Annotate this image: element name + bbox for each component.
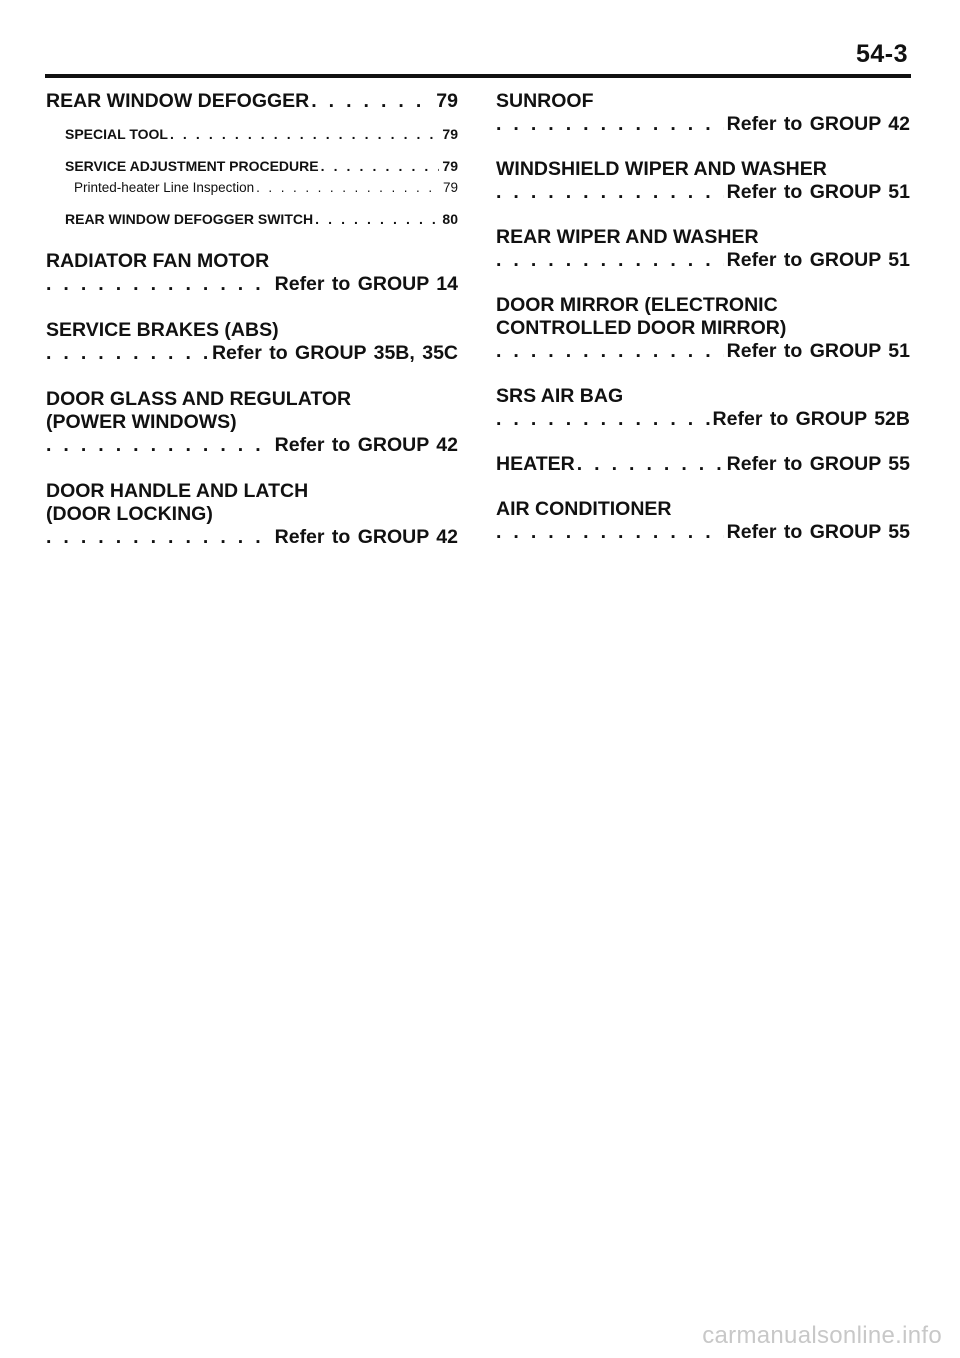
toc-line[interactable] <box>496 249 910 272</box>
page-ref: 79 <box>442 180 458 195</box>
toc-entry-srs-air-bag <box>496 385 910 431</box>
toc-line[interactable] <box>496 340 910 363</box>
dot-leader <box>315 210 439 228</box>
right-column <box>496 90 910 544</box>
dot-leader <box>496 249 724 272</box>
dot-leader <box>496 340 724 363</box>
dot-leader <box>46 434 272 457</box>
dot-leader <box>496 181 724 204</box>
toc-entry-radiator-fan-motor <box>46 250 458 296</box>
dot-leader <box>496 113 724 136</box>
entry-title: DOOR HANDLE AND LATCH <box>46 480 309 502</box>
group-ref: Refer to GROUP 42 <box>274 526 458 548</box>
toc-entry-rear-wiper <box>496 226 910 272</box>
left-column <box>46 90 458 549</box>
group-ref: Refer to GROUP 42 <box>726 113 910 135</box>
toc-sub-special-tool[interactable] <box>46 125 458 143</box>
entry-title: REAR WIPER AND WASHER <box>496 226 759 248</box>
group-ref: Refer to GROUP 55 <box>726 521 910 543</box>
page-ref: 80 <box>442 211 458 227</box>
page-number: 54-3 <box>855 40 908 68</box>
sub-title: SERVICE ADJUSTMENT PROCEDURE <box>65 158 319 174</box>
group-ref: Refer to GROUP 51 <box>726 340 910 362</box>
toc-line[interactable] <box>46 90 458 113</box>
group-ref: Refer to GROUP 35B, 35C <box>211 342 458 364</box>
entry-title-line-2: (POWER WINDOWS) <box>46 411 237 433</box>
toc-sub-defogger-switch[interactable] <box>46 210 458 228</box>
entry-title: SERVICE BRAKES (ABS) <box>46 319 279 341</box>
entry-title: HEATER <box>496 453 575 475</box>
toc-line[interactable] <box>46 526 458 549</box>
entry-title: AIR CONDITIONER <box>496 498 672 520</box>
page-ref: 79 <box>436 90 458 112</box>
toc-line[interactable] <box>46 342 458 365</box>
toc-line[interactable] <box>46 434 458 457</box>
entry-title-line-2: CONTROLLED DOOR MIRROR) <box>496 317 787 339</box>
entry-title: SRS AIR BAG <box>496 385 624 407</box>
entry-title: RADIATOR FAN MOTOR <box>46 250 270 272</box>
group-ref: Refer to GROUP 51 <box>726 181 910 203</box>
watermark: carmanualsonline.info <box>702 1322 942 1349</box>
toc-entry-service-brakes <box>46 319 458 365</box>
toc-entry-door-handle <box>46 480 458 549</box>
toc-line[interactable] <box>496 521 910 544</box>
dot-leader <box>46 342 209 365</box>
toc-line[interactable] <box>496 113 910 136</box>
toc-line[interactable] <box>496 181 910 204</box>
sub-title: SPECIAL TOOL <box>65 126 168 142</box>
entry-title-line-2: (DOOR LOCKING) <box>46 503 213 525</box>
toc-entry-windshield-wiper <box>496 158 910 204</box>
sub-title: REAR WINDOW DEFOGGER SWITCH <box>65 211 314 227</box>
group-ref: Refer to GROUP 55 <box>726 453 910 475</box>
subsub-title: Printed-heater Line Inspection <box>74 180 255 195</box>
toc-line[interactable] <box>496 453 910 476</box>
dot-leader <box>321 157 440 175</box>
dot-leader <box>496 521 724 544</box>
entry-title: REAR WINDOW DEFOGGER <box>46 90 310 112</box>
toc-line[interactable] <box>46 273 458 296</box>
toc-subsub-printed-heater[interactable] <box>46 179 458 196</box>
toc-sub-service-adjustment[interactable] <box>46 157 458 175</box>
toc-entry-door-glass <box>46 388 458 457</box>
dot-leader <box>170 125 439 143</box>
toc-entry-sunroof <box>496 90 910 136</box>
group-ref: Refer to GROUP 14 <box>274 273 458 295</box>
entry-title: DOOR MIRROR (ELECTRONIC <box>496 294 778 316</box>
page-ref: 79 <box>442 126 458 142</box>
dot-leader <box>46 526 272 549</box>
dot-leader <box>577 453 724 476</box>
dot-leader <box>311 90 433 113</box>
group-ref: Refer to GROUP 42 <box>274 434 458 456</box>
dot-leader <box>46 273 272 296</box>
page-ref: 79 <box>442 158 458 174</box>
entry-title: WINDSHIELD WIPER AND WASHER <box>496 158 827 180</box>
entry-title: DOOR GLASS AND REGULATOR <box>46 388 352 410</box>
toc-entry-heater <box>496 453 910 476</box>
header-rule <box>45 74 911 78</box>
entry-title: SUNROOF <box>496 90 594 112</box>
toc-entry-door-mirror <box>496 294 910 363</box>
toc-line[interactable] <box>496 408 910 431</box>
toc-entry-air-conditioner <box>496 498 910 544</box>
dot-leader <box>496 408 710 431</box>
group-ref: Refer to GROUP 52B <box>712 408 910 430</box>
toc-entry-rear-window-defogger <box>46 90 458 228</box>
dot-leader <box>256 179 440 196</box>
group-ref: Refer to GROUP 51 <box>726 249 910 271</box>
